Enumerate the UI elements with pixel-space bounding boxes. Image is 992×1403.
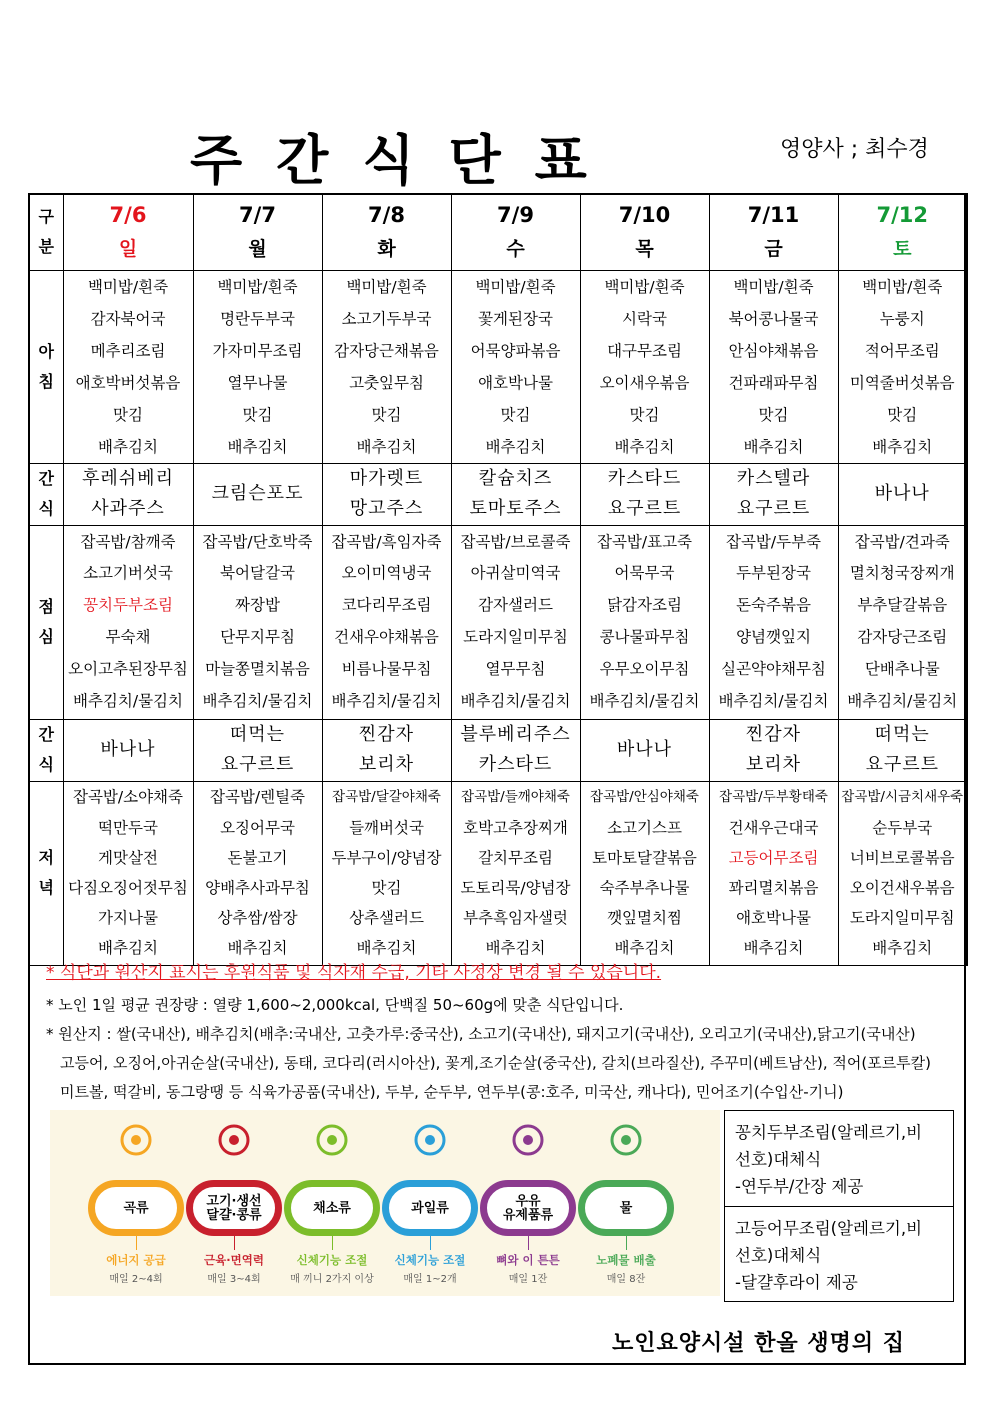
menu-item: 잡곡밥/표고죽 <box>596 532 693 551</box>
day-header <box>193 194 322 270</box>
dinner-cell <box>838 781 967 965</box>
menu-item: 떠먹는 <box>229 724 286 745</box>
menu-item: 잡곡밥/흑임자죽 <box>331 532 442 551</box>
menu-item: 배추김치 <box>872 939 933 958</box>
connector-line <box>234 1236 235 1250</box>
menu-item: 북어콩나물국 <box>728 309 819 328</box>
menu-item: 건새우야채볶음 <box>334 628 439 646</box>
menu-item: 안심야채볶음 <box>728 341 819 360</box>
snack2-row <box>29 719 967 781</box>
food-group-name: 고기·생선 달걀·콩류 <box>206 1194 262 1223</box>
menu-item: 잡곡밥/두부죽 <box>725 532 822 551</box>
food-group-caption: 에너지 공급 <box>106 1253 166 1267</box>
menu-item: 가자미무조림 <box>212 341 303 360</box>
menu-item: 마가렛트 <box>349 468 424 489</box>
apple-icon <box>410 1120 450 1160</box>
menu-item: 배추김치 <box>485 939 546 958</box>
menu-item: 배추김치 <box>485 437 546 456</box>
menu-item: 콩나물파무침 <box>599 628 690 646</box>
menu-item: 맛김 <box>887 405 918 424</box>
change-warning: * 식단과 원산지 표시는 후원식품 및 식자재 수급, 기타 사정상 변경 될 수 있습니다. <box>46 963 662 983</box>
food-group-frequency: 매일 1~2개 <box>403 1274 457 1285</box>
origin-line: * 원산지 : 쌀(국내산), 배추김치(배추:국내산, 고춧가루:중국산), 소고기(국내산), 돼지고기(국내산), 오리고기(국내산),닭고기(국내산) <box>46 1025 916 1043</box>
day-weekday: 일 <box>118 238 138 261</box>
snack1-cell <box>63 463 193 525</box>
lunch-row <box>29 525 967 719</box>
day-header <box>709 194 838 270</box>
menu-item: 마늘쫑멸치볶음 <box>205 659 310 678</box>
menu-item: 백미밥/흰죽 <box>733 277 814 296</box>
menu-item: 감자북어국 <box>90 309 166 328</box>
dinner-row <box>29 781 967 965</box>
menu-item: 돈숙주볶음 <box>736 596 811 615</box>
menu-item: 소고기두부국 <box>341 309 432 328</box>
snack2-cell <box>322 719 451 781</box>
food-group-frequency: 매일 8잔 <box>606 1274 646 1285</box>
substitute-item: 꽁치두부조림(알레르기,비 선호)대체식 -연두부/간장 제공 <box>735 1123 923 1196</box>
menu-item: 멸치청국장찌개 <box>849 564 955 583</box>
menu-item: 맛김 <box>758 405 789 424</box>
vegetable-icon <box>312 1120 352 1160</box>
menu-item: 후레쉬베리 <box>82 468 174 489</box>
menu-item: 오이고추된장무침 <box>68 659 188 678</box>
lunch-cell <box>580 525 709 719</box>
snack2-cell <box>580 719 709 781</box>
menu-item: 배추김치 <box>356 939 417 958</box>
menu-item: 애호박나물 <box>736 909 811 928</box>
menu-item: 맛김 <box>371 879 402 897</box>
menu-item: 보리차 <box>358 754 415 775</box>
menu-item: 비름나물무침 <box>341 659 432 678</box>
wheat-icon <box>116 1120 156 1160</box>
menu-item: 배추김치 <box>743 939 804 958</box>
menu-item: 배추김치 <box>356 437 417 456</box>
day-date: 7/12 <box>876 203 928 228</box>
menu-item: 감자당근채볶음 <box>334 341 439 360</box>
menu-item: 배추김치/물김치 <box>718 691 829 710</box>
menu-item: 백미밥/흰죽 <box>862 277 943 296</box>
menu-item: 명란두부국 <box>220 309 295 328</box>
day-header <box>838 194 967 270</box>
food-group-caption: 노폐물 배출 <box>596 1253 656 1267</box>
menu-item: 요구르트 <box>220 754 295 775</box>
menu-item: 미역줄버섯볶음 <box>849 373 955 392</box>
menu-item: 호박고추장찌개 <box>463 818 568 837</box>
menu-item: 토마토달걀볶음 <box>592 848 697 867</box>
menu-item: 배추김치 <box>614 437 675 456</box>
day-weekday: 토 <box>893 238 912 261</box>
day-date: 7/8 <box>368 203 405 228</box>
menu-item: 블루베리주스 <box>460 724 571 745</box>
breakfast-cell <box>838 270 967 463</box>
food-group-name: 물 <box>619 1201 633 1216</box>
menu-item: 오이건새우볶음 <box>849 879 955 897</box>
food-group-frequency: 매일 1잔 <box>508 1274 548 1285</box>
menu-item: 갈치무조림 <box>478 848 553 867</box>
menu-item: 맛김 <box>242 405 273 424</box>
menu-item: 카스타드 <box>478 754 553 775</box>
day-weekday: 화 <box>377 238 396 261</box>
day-date: 7/10 <box>618 203 671 228</box>
menu-item: 바나나 <box>616 739 673 760</box>
menu-item: 순두부국 <box>872 818 933 837</box>
menu-item: 망고주스 <box>349 498 424 519</box>
snack1-cell <box>322 463 451 525</box>
connector-line <box>626 1236 627 1250</box>
menu-item: 잡곡밥/달갈야채죽 <box>332 789 441 806</box>
menu-item: 잡곡밥/소야채죽 <box>72 788 184 807</box>
menu-item: 배추김치/물김치 <box>847 691 958 710</box>
menu-item: 잡곡밥/시금치새우죽 <box>841 789 964 806</box>
snack1-cell <box>451 463 580 525</box>
menu-item: 부추흑임자샐럿 <box>463 909 568 928</box>
menu-item: 너비브로콜볶음 <box>849 848 955 867</box>
menu-item: 메추리조림 <box>90 341 166 360</box>
menu-item: 단배추나물 <box>864 659 940 678</box>
menu-item: 배추김치/물김치 <box>331 691 442 710</box>
food-group-name: 곡류 <box>123 1201 149 1216</box>
menu-item: 잡곡밥/안심야채죽 <box>590 789 699 806</box>
food-group-caption: 근육·면역력 <box>204 1253 264 1267</box>
substitute-item: 고등어무조림(알레르기,비 선호)대체식 -달걀후라이 제공 <box>725 1206 953 1301</box>
milk-icon <box>508 1120 548 1160</box>
menu-item: 맛김 <box>629 405 660 424</box>
food-groups-graphic <box>50 1110 720 1296</box>
menu-item: 배추김치 <box>227 939 288 958</box>
menu-item: 대구무조림 <box>607 341 682 360</box>
menu-item: 양념깻잎지 <box>736 628 811 646</box>
menu-item: 숙주부추나물 <box>599 879 690 897</box>
menu-item: 잡곡밥/참깨죽 <box>80 532 176 551</box>
page-title: 주간식단표 <box>190 129 621 192</box>
menu-item: 배추김치/물김치 <box>589 691 700 710</box>
day-header <box>63 194 193 270</box>
dinner-cell <box>63 781 193 965</box>
menu-item: 잡곡밥/브로콜죽 <box>460 532 571 551</box>
menu-item: 배추김치 <box>872 437 933 456</box>
menu-item: 건새우근대국 <box>728 818 819 837</box>
menu-item: 사과주스 <box>91 498 165 519</box>
organization-name: 노인요양시설 한올 생명의 집 <box>612 1331 906 1356</box>
snack2-cell <box>193 719 322 781</box>
food-group-name: 우유 유제품류 <box>502 1194 554 1223</box>
snack1-cell <box>709 463 838 525</box>
breakfast-row <box>29 270 967 463</box>
breakfast-cell <box>322 270 451 463</box>
menu-item: 코다리무조림 <box>341 596 432 615</box>
menu-item: 고등어무조림 <box>728 848 819 867</box>
menu-item: 가지나물 <box>98 909 158 928</box>
menu-item: 소고기스프 <box>607 818 682 837</box>
menu-item: 잡곡밥/두부황태죽 <box>719 789 828 806</box>
menu-item: 상추쌈/쌈장 <box>217 909 298 928</box>
menu-item: 북어달갈국 <box>220 564 295 583</box>
menu-item: 카스타드 <box>607 468 682 489</box>
snack2-cell <box>63 719 193 781</box>
dinner-cell <box>709 781 838 965</box>
section-label: 점 심 <box>29 525 63 719</box>
menu-item: 배추김치 <box>614 939 675 958</box>
menu-item: 배추김치/물김치 <box>202 691 313 710</box>
lunch-cell <box>451 525 580 719</box>
menu-item: 무숙채 <box>105 628 151 646</box>
menu-item: 백미밥/흰죽 <box>217 277 298 296</box>
breakfast-cell <box>580 270 709 463</box>
menu-item: 오이미역냉국 <box>341 564 432 583</box>
header-label: 구 분 <box>29 194 63 270</box>
snack1-cell <box>838 463 967 525</box>
menu-item: 잡곡밥/견과죽 <box>854 532 950 551</box>
lunch-cell <box>322 525 451 719</box>
menu-item: 배추김치 <box>98 437 158 456</box>
menu-item: 양배추사과무침 <box>205 879 310 897</box>
menu-item: 요구르트 <box>736 498 811 519</box>
menu-item: 바나나 <box>874 483 930 504</box>
lunch-cell <box>838 525 967 719</box>
day-header <box>580 194 709 270</box>
day-weekday: 금 <box>764 238 783 261</box>
menu-item: 오이새우볶음 <box>599 373 690 392</box>
section-label: 간 식 <box>29 463 63 525</box>
day-date: 7/6 <box>109 203 147 228</box>
menu-item: 요구르트 <box>865 754 940 775</box>
menu-item: 찐감자 <box>358 724 415 745</box>
connector-line <box>136 1236 137 1250</box>
menu-item: 소고기버섯국 <box>83 564 173 583</box>
menu-item: 맛김 <box>113 405 143 424</box>
menu-item: 우무오이무침 <box>599 659 690 678</box>
menu-item: 도라지일미무침 <box>849 909 955 928</box>
connector-line <box>528 1236 529 1250</box>
notes-section <box>46 958 956 1107</box>
menu-item: 건파래파무침 <box>728 373 819 392</box>
menu-item: 애호박나물 <box>478 373 553 392</box>
dinner-cell <box>193 781 322 965</box>
menu-item: 부추달갈볶음 <box>857 596 948 615</box>
menu-item: 상추샐러드 <box>349 909 424 928</box>
dinner-cell <box>580 781 709 965</box>
menu-item: 보리차 <box>745 754 802 775</box>
section-label: 저 녁 <box>29 781 63 965</box>
menu-item: 잡곡밥/들깨야채죽 <box>461 789 570 806</box>
menu-item: 맛김 <box>500 405 531 424</box>
meat-icon <box>214 1120 254 1160</box>
menu-item: 꽁치두부조림 <box>83 596 173 615</box>
menu-item: 카스텔라 <box>736 468 811 489</box>
food-group-name: 채소류 <box>313 1201 351 1216</box>
snack1-cell <box>193 463 322 525</box>
day-date: 7/11 <box>747 203 800 228</box>
menu-item: 백미밥/흰죽 <box>87 277 169 296</box>
menu-item: 닭감자조림 <box>607 596 682 615</box>
substitute-meal-box <box>724 1110 954 1302</box>
menu-item: 짜장밥 <box>235 596 280 615</box>
header-row <box>29 194 967 270</box>
day-date: 7/7 <box>239 203 276 228</box>
origin-line: 고등어, 오징어,아귀순살(국내산), 동태, 코다리(러시아산), 꽃게,조기순살(중국산), 갈치(브라질산), 주꾸미(베트남산), 적어(포르투칼) <box>60 1054 932 1072</box>
section-label: 간 식 <box>29 719 63 781</box>
menu-item: 열무나물 <box>227 373 288 392</box>
dinner-cell <box>322 781 451 965</box>
menu-item: 잡곡밥/렌틸죽 <box>209 788 306 807</box>
menu-item: 어묵양파볶음 <box>470 341 561 360</box>
dinner-cell <box>451 781 580 965</box>
menu-item: 도토리묵/양념장 <box>460 879 571 897</box>
menu-item: 배추김치/물김치 <box>72 691 184 710</box>
menu-item: 다짐오징어젓무침 <box>68 879 188 897</box>
menu-item: 감자샐러드 <box>478 596 553 615</box>
menu-item: 배추김치 <box>743 437 804 456</box>
day-date: 7/9 <box>497 203 534 228</box>
menu-item: 두부구이/양념장 <box>331 848 442 867</box>
menu-item: 누룽지 <box>879 309 925 328</box>
lunch-cell <box>193 525 322 719</box>
lunch-cell <box>709 525 838 719</box>
menu-item: 애호박버섯볶음 <box>75 373 181 392</box>
weekly-menu-table <box>28 193 968 966</box>
section-label: 아 침 <box>29 270 63 463</box>
snack2-cell <box>709 719 838 781</box>
snack2-cell <box>838 719 967 781</box>
lunch-cell <box>63 525 193 719</box>
day-weekday: 목 <box>635 238 654 261</box>
menu-item: 백미밥/흰죽 <box>604 277 685 296</box>
menu-item: 배추김치/물김치 <box>460 691 571 710</box>
menu-item: 배추김치 <box>98 939 158 958</box>
menu-item: 단무지무침 <box>220 628 295 646</box>
menu-item: 바나나 <box>100 739 156 760</box>
breakfast-cell <box>63 270 193 463</box>
food-group-frequency: 매일 3~4회 <box>207 1274 261 1285</box>
menu-item: 오징어무국 <box>220 818 295 837</box>
food-group-caption: 신체기능 조절 <box>394 1253 466 1267</box>
connector-line <box>332 1236 333 1250</box>
day-weekday: 수 <box>506 238 525 261</box>
menu-item: 도라지일미무침 <box>463 628 568 646</box>
breakfast-cell <box>709 270 838 463</box>
menu-item: 맛김 <box>371 405 402 424</box>
dietitian-name: 영양사 ; 최수경 <box>780 137 929 162</box>
menu-item: 토마토주스 <box>469 498 562 519</box>
menu-item: 들깨버섯국 <box>349 818 424 837</box>
menu-item: 적어무조림 <box>864 341 940 360</box>
breakfast-cell <box>193 270 322 463</box>
day-weekday: 월 <box>248 238 267 261</box>
menu-item: 돈불고기 <box>227 848 288 867</box>
calorie-note: * 노인 1일 평균 권장량 : 열량 1,600~2,000kcal, 단백질 50~60g에 맞춘 식단입니다. <box>46 996 624 1014</box>
menu-item: 칼슘치즈 <box>478 468 553 489</box>
food-group-name: 과일류 <box>411 1201 449 1216</box>
menu-item: 크림슨포도 <box>211 483 304 504</box>
day-header <box>451 194 580 270</box>
menu-item: 감자당근조림 <box>857 628 948 646</box>
menu-item: 잡곡밥/단호박죽 <box>202 532 313 551</box>
menu-item: 떡만두국 <box>98 818 158 837</box>
menu-item: 떠먹는 <box>874 724 930 745</box>
menu-item: 실곤약야채무침 <box>721 659 826 678</box>
origin-line: 미트볼, 떡갈비, 동그랑땡 등 식육가공품(국내산), 두부, 순두부, 연두부(콩:호주, 미국산, 캐나다), 민어조기(수입산-기니) <box>60 1083 844 1101</box>
menu-item: 열무무침 <box>485 659 546 678</box>
day-header <box>322 194 451 270</box>
snack2-cell <box>451 719 580 781</box>
menu-item: 꽃게된장국 <box>478 309 553 328</box>
menu-item: 배추김치 <box>227 437 288 456</box>
menu-item: 백미밥/흰죽 <box>346 277 427 296</box>
snack1-cell <box>580 463 709 525</box>
menu-item: 고춧잎무침 <box>349 373 424 392</box>
food-group-caption: 뼈와 이 튼튼 <box>496 1253 560 1267</box>
menu-item: 어묵무국 <box>614 564 675 583</box>
snack1-row <box>29 463 967 525</box>
menu-item: 백미밥/흰죽 <box>475 277 556 296</box>
food-group-frequency: 매일 2~4회 <box>109 1274 163 1285</box>
menu-item: 게맛살전 <box>98 848 158 867</box>
breakfast-cell <box>451 270 580 463</box>
menu-item: 시락국 <box>622 309 667 328</box>
menu-item: 아귀살미역국 <box>470 564 561 583</box>
food-group-caption: 신체기능 조절 <box>296 1253 368 1267</box>
menu-item: 꽈리멸치볶음 <box>728 879 819 897</box>
food-group-frequency: 매 끼니 2가지 이상 <box>290 1274 374 1285</box>
menu-item: 깻잎멸치찜 <box>607 909 682 928</box>
connector-line <box>430 1236 431 1250</box>
water-icon <box>606 1120 646 1160</box>
menu-item: 찐감자 <box>745 724 802 745</box>
menu-item: 요구르트 <box>607 498 682 519</box>
menu-item: 두부된장국 <box>736 564 811 583</box>
